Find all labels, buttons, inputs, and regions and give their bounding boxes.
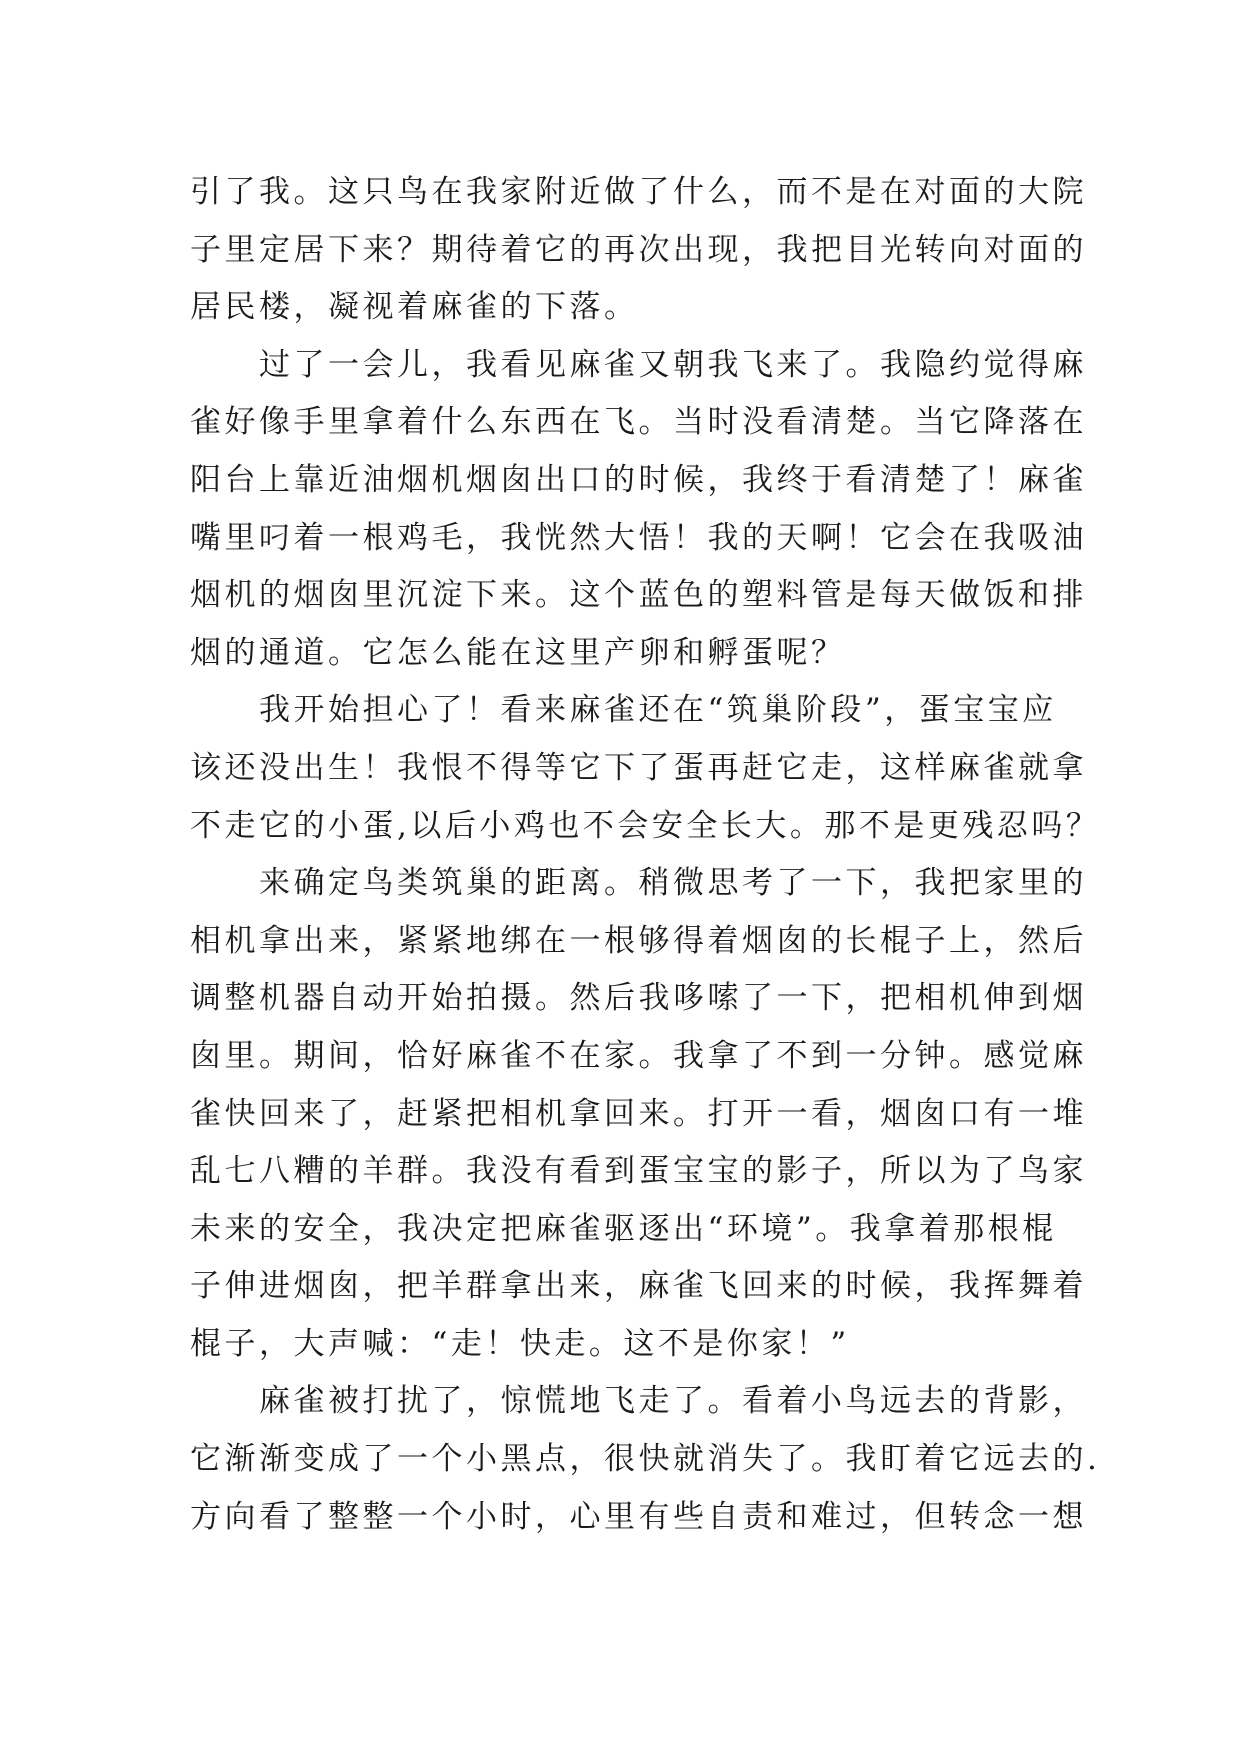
text-line: 嘴里叼着一根鸡毛，我恍然大悟！我的天啊！它会在我吸油	[190, 519, 1087, 556]
text-line: 囱里。期间，恰好麻雀不在家。我拿了不到一分钟。感觉麻	[190, 1037, 1087, 1074]
text-line: 烟的通道。它怎么能在这里产卵和孵蛋呢？	[190, 634, 846, 671]
text-line: 该还没出生！我恨不得等它下了蛋再赶它走，这样麻雀就拿	[190, 749, 1087, 786]
text-line: 子伸进烟囱，把羊群拿出来，麻雀飞回来的时候，我挥舞着	[190, 1268, 1087, 1305]
text-line: 过了一会儿，我看见麻雀又朝我飞来了。我隐约觉得麻	[190, 346, 1087, 383]
text-line: 棍子，大声喊：“走！快走。这不是你家！”	[190, 1325, 850, 1362]
text-line: 子里定居下来？期待着它的再次出现，我把目光转向对面的	[190, 231, 1087, 268]
text-line: 麻雀被打扰了，惊慌地飞走了。看着小鸟远去的背影，	[190, 1383, 1087, 1420]
text-line: 来确定鸟类筑巢的距离。稍微思考了一下，我把家里的	[190, 865, 1087, 902]
text-line: 方向看了整整一个小时，心里有些自责和难过，但转念一想	[190, 1498, 1087, 1535]
text-line: 我开始担心了！看来麻雀还在“筑巢阶段”，蛋宝宝应	[190, 692, 1057, 729]
text-line: 未来的安全，我决定把麻雀驱逐出“环境”。我拿着那根棍	[190, 1210, 1057, 1247]
body-text	[190, 164, 1101, 1546]
text-line: 不走它的小蛋,以后小鸡也不会安全长大。那不是更残忍吗？	[190, 807, 1101, 844]
text-line: 乱七八糟的羊群。我没有看到蛋宝宝的影子，所以为了鸟家	[190, 1153, 1087, 1190]
text-line: 烟机的烟囱里沉淀下来。这个蓝色的塑料管是每天做饭和排	[190, 577, 1087, 614]
text-line: 它渐渐变成了一个小黑点，很快就消失了。我盯着它远去的.	[190, 1441, 1101, 1478]
text-line: 居民楼，凝视着麻雀的下落。	[190, 289, 639, 326]
text-line: 雀好像手里拿着什么东西在飞。当时没看清楚。当它降落在	[190, 404, 1087, 441]
text-line: 相机拿出来，紧紧地绑在一根够得着烟囱的长棍子上，然后	[190, 922, 1087, 959]
text-line: 阳台上靠近油烟机烟囱出口的时候，我终于看清楚了！麻雀	[190, 461, 1087, 498]
text-line: 调整机器自动开始拍摄。然后我哆嗦了一下，把相机伸到烟	[190, 980, 1087, 1017]
text-line: 引了我。这只鸟在我家附近做了什么，而不是在对面的大院	[190, 174, 1087, 210]
text-line: 雀快回来了，赶紧把相机拿回来。打开一看，烟囱口有一堆	[190, 1095, 1087, 1132]
